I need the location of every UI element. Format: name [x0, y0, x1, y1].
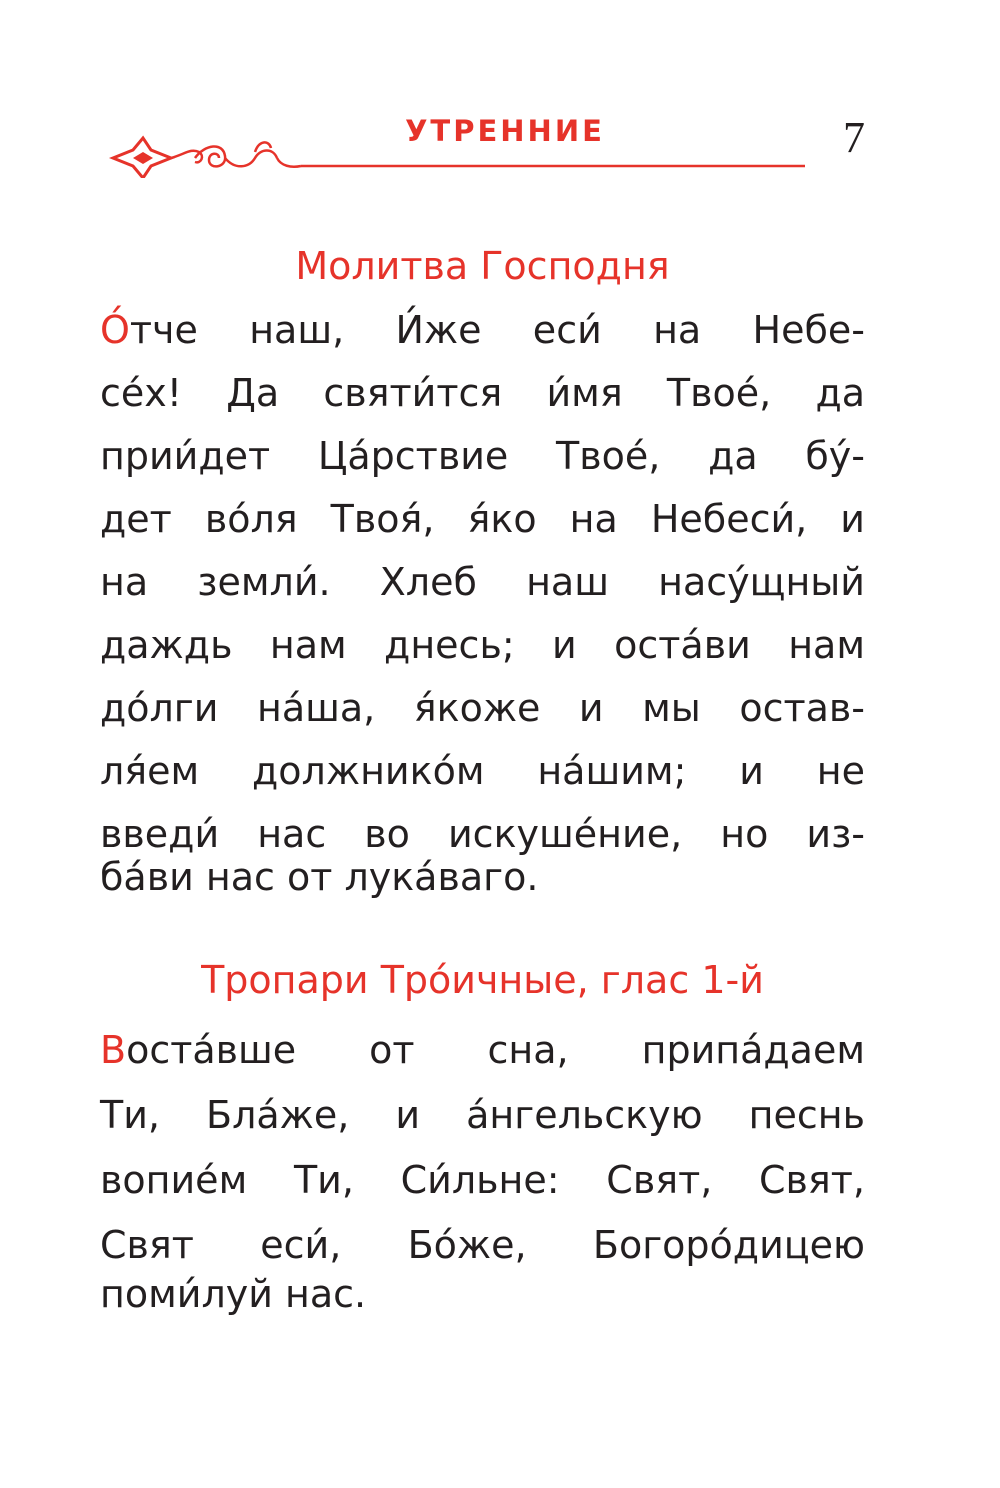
text-line: прии́дет Ца́рствие Твое́, да бу́-	[100, 434, 865, 478]
text-line: Свят еси́, Бо́же, Богоро́дицею	[100, 1223, 865, 1267]
text-line: Воста́вше от сна, припа́даем	[100, 1028, 865, 1072]
drop-initial: О́	[100, 308, 130, 352]
text-line: введи́ нас во искуше́ние, но из-	[100, 812, 865, 856]
text-line: О́тче наш, И́же еси́ на Небе-	[100, 308, 865, 352]
text-line: ля́ем должнико́м на́шим; и не	[100, 749, 865, 793]
text-line: вопие́м Ти, Си́льне: Свят, Свят,	[100, 1158, 865, 1202]
text-line: ба́ви нас от лука́ваго.	[100, 855, 539, 899]
page-number: 7	[843, 113, 865, 162]
text-line: се́х! Да святи́тся и́мя Твое́, да	[100, 371, 865, 415]
text-line: поми́луй нас.	[100, 1272, 367, 1316]
text-line: на земли́. Хлеб наш насу́щный	[100, 560, 865, 604]
running-title: УТРЕННИЕ	[405, 114, 605, 148]
text-line: даждь нам днесь; и оста́ви нам	[100, 623, 865, 667]
page-header	[105, 110, 865, 180]
text-line: дет во́ля Твоя́, я́ко на Небеси́, и	[100, 497, 865, 541]
section-heading: Тропари Тро́ичные, глас 1-й	[201, 958, 764, 1002]
text-line: Ти, Бла́же, и а́нгельскую песнь	[100, 1093, 865, 1137]
section-heading: Молитва Господня	[295, 244, 670, 288]
text-line: до́лги на́ша, я́коже и мы остав-	[100, 686, 865, 730]
drop-initial: В	[100, 1028, 127, 1072]
